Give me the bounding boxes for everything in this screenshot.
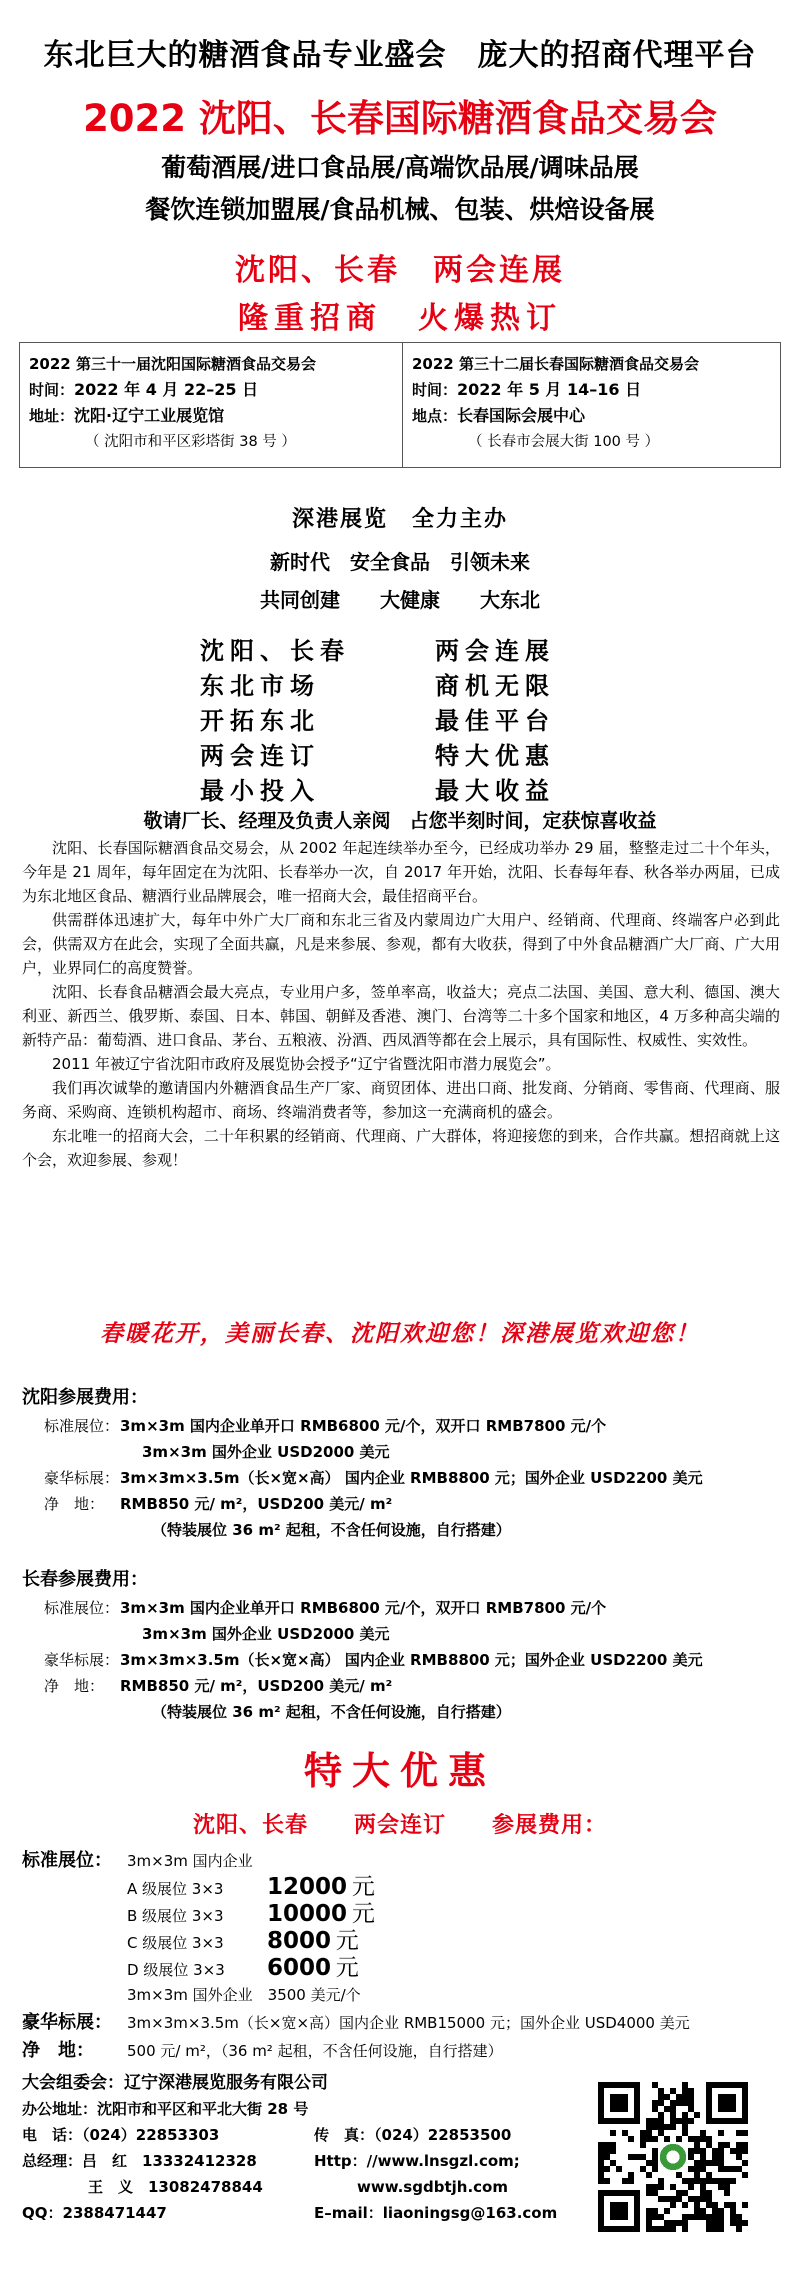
address-line: 办公地址：沈阳市和平区和平北大街 28 号 xyxy=(22,2100,309,2118)
general-manager: 总经理：吕 红 13332412328 xyxy=(22,2152,257,2170)
paragraph: 沈阳、长春国际糖酒食品交易会，从 2002 年起连续举办至今，已经成功举办 29 届，整整走过二十个年头，今年是 21 周年，每年固定在为沈阳、长春举办一次，自 2017 年开始，沈阳、长春每年春、秋各举办两届，已成为东北地区食品、糖酒行业品牌展会，唯一招商大会，最佳招商平台。 xyxy=(22,839,780,905)
event-info-box xyxy=(19,342,781,468)
grid-row: 最小投入 最大收益 xyxy=(200,777,555,805)
event-name: 2022 第三十二届长春国际糖酒食品交易会 xyxy=(412,355,699,373)
grid-row: 两会连订 特大优惠 xyxy=(200,742,555,770)
fee-line: 3m×3m 国外企业 USD2000 美元 xyxy=(142,1625,390,1643)
event-address-detail: （ 沈阳市和平区彩塔街 38 号 ） xyxy=(85,434,296,450)
phone-row xyxy=(22,2122,582,2148)
fees-changchun xyxy=(22,1567,782,1725)
foreign-booth-row: 3m×3m 国外企业 3500 美元/个 xyxy=(127,1986,361,2004)
price-level-row: C 级展位 3×3 8000 元 xyxy=(127,1928,359,1954)
fee-line: 豪华标展：3m×3m×3.5m（长×宽×高） 国内企业 RMB8800 元；国外企业 USD2200 美元 xyxy=(44,1469,703,1487)
raw-space-row: 净 地： 500 元/ m²，（36 m² 起租，不含任何设施，自行搭建） xyxy=(22,2040,503,2061)
committee-line: 大会组委会：辽宁深港展览服务有限公司 xyxy=(22,2073,328,2093)
event-shenyang xyxy=(29,351,394,455)
grid-row: 开拓东北 最佳平台 xyxy=(200,707,555,735)
event-address: 地址：沈阳·辽宁工业展览馆 xyxy=(29,406,225,425)
gm-row xyxy=(22,2148,582,2174)
grid-row: 东北市场 商机无限 xyxy=(200,672,555,700)
fee-note: （特装展位 36 m² 起租，不含任何设施，自行搭建） xyxy=(152,1521,511,1539)
event-address-detail: （ 长春市会展大街 100 号 ） xyxy=(468,434,660,450)
website-link-2[interactable]: www.sgdbtjh.com xyxy=(357,2178,508,2196)
slogan-line-2: 共同创建 大健康 大东北 xyxy=(260,588,540,612)
special-offer-title: 特大优惠 xyxy=(303,1749,496,1793)
lux-booth-row: 豪华标展： 3m×3m×3.5m（长×宽×高）国内企业 RMB15000 元；国外企业 USD4000 美元 xyxy=(22,2012,690,2033)
combo-fee-heading: 沈阳、长春 两会连订 参展费用： xyxy=(192,1813,607,1838)
invite-line: 敬请厂长、经理及负责人亲阅 占您半刻时间，定获惊喜收益 xyxy=(143,810,657,832)
event-time: 时间：2022 年 5 月 14–16 日 xyxy=(412,380,642,399)
email-link[interactable]: E–mail：liaoningsg@163.com xyxy=(314,2204,558,2222)
phone: 电 话：（024）22853303 xyxy=(22,2126,220,2144)
fee-note: （特装展位 36 m² 起租，不含任何设施，自行搭建） xyxy=(152,1703,511,1721)
price-level-row: A 级展位 3×3 12000 元 xyxy=(127,1874,375,1900)
slogan-line-1: 新时代 安全食品 引领未来 xyxy=(270,550,530,574)
paragraph: 2011 年被辽宁省沈阳市政府及展览协会授予“辽宁省暨沈阳市潜力展览会”。 xyxy=(52,1055,561,1073)
fee-line: 标准展位：3m×3m 国内企业单开口 RMB6800 元/个，双开口 RMB7800 元/个 xyxy=(44,1417,607,1435)
event-changchun xyxy=(412,351,774,455)
price-level-row: D 级展位 3×3 6000 元 xyxy=(127,1955,359,1981)
contact-row xyxy=(22,2174,582,2200)
fee-line: 净 地： RMB850 元/ m²，USD200 美元/ m² xyxy=(44,1677,393,1695)
section-title: 长春参展费用： xyxy=(22,1569,148,1590)
qq: QQ：2388471447 xyxy=(22,2204,167,2222)
welcome-slogan: 春暖花开，美丽长春、沈阳欢迎您！深港展览欢迎您！ xyxy=(100,1320,700,1347)
qq-row xyxy=(22,2200,582,2226)
organizer-banner: 深港展览 全力主办 xyxy=(291,507,508,532)
std-booth-row: 标准展位： 3m×3m 国内企业 xyxy=(22,1850,253,1871)
section-title: 沈阳参展费用： xyxy=(22,1387,148,1408)
contact-person: 王 义 13082478844 xyxy=(88,2178,263,2196)
categories-line-1: 葡萄酒展/进口食品展/高端饮品展/调味品展 xyxy=(161,153,639,182)
header-slogan: 东北巨大的糖酒食品专业盛会 庞大的招商代理平台 xyxy=(43,38,757,73)
red-headline-1: 沈阳、长春 两会连展 xyxy=(235,253,565,288)
highlight-grid xyxy=(200,634,620,809)
page-title: 2022 沈阳、长春国际糖酒食品交易会 xyxy=(83,97,717,140)
fee-line: 净 地： RMB850 元/ m²，USD200 美元/ m² xyxy=(44,1495,393,1513)
red-headline-2: 隆重招商 火爆热订 xyxy=(238,301,562,336)
paragraph: 我们再次诚挚的邀请国内外糖酒食品生产厂家、商贸团体、进出口商、批发商、分销商、零售商、代理商、服务商、采购商、连锁机构超市、商场、终端消费者等，参加这一充满商机的盛会。 xyxy=(22,1079,780,1121)
intro-text xyxy=(22,836,780,1172)
fee-line: 标准展位：3m×3m 国内企业单开口 RMB6800 元/个，双开口 RMB7800 元/个 xyxy=(44,1599,607,1617)
fee-line: 豪华标展：3m×3m×3.5m（长×宽×高） 国内企业 RMB8800 元；国外企业 USD2200 美元 xyxy=(44,1651,703,1669)
contact-info xyxy=(22,2070,582,2226)
qr-code-icon xyxy=(598,2082,748,2232)
paragraph: 供需群体迅速扩大，每年中外广大厂商和东北三省及内蒙周边广大用户、经销商、代理商、终端客户必到此会，供需双方在此会，实现了全面共赢，凡是来参展、参观，都有大收获，得到了中外食品糖酒广大厂商、广大用户，业界同仁的高度赞誉。 xyxy=(22,911,780,977)
fee-line: 3m×3m 国外企业 USD2000 美元 xyxy=(142,1443,390,1461)
categories-line-2: 餐饮连锁加盟展/食品机械、包装、烘焙设备展 xyxy=(145,195,655,224)
paragraph: 东北唯一的招商大会，二十年积累的经销商、代理商、广大群体，将迎接您的到来，合作共赢。想招商就上这个会，欢迎参展、参观！ xyxy=(22,1127,780,1169)
info-divider xyxy=(402,343,403,467)
website-link-1[interactable]: Http：//www.lnsgzl.com; xyxy=(314,2152,520,2170)
fees-shenyang xyxy=(22,1385,782,1543)
event-address: 地点：长春国际会展中心 xyxy=(412,406,586,425)
paragraph: 沈阳、长春食品糖酒会最大亮点，专业用户多，签单率高，收益大；亮点二法国、美国、意大利、德国、澳大利亚、新西兰、俄罗斯、泰国、日本、韩国、朝鲜及香港、澳门、台湾等二十多个国家和地区，4 万多种高尖端的新特产品：葡萄酒、进口食品、茅台、五粮液、汾酒、西凤酒等都在会上展示，具有国际性、权威性、实效性。 xyxy=(22,983,780,1049)
combo-price-list xyxy=(22,1848,782,2065)
event-time: 时间：2022 年 4 月 22–25 日 xyxy=(29,380,259,399)
event-name: 2022 第三十一届沈阳国际糖酒食品交易会 xyxy=(29,355,316,373)
price-level-row: B 级展位 3×3 10000 元 xyxy=(127,1901,375,1927)
grid-row: 沈阳、长春 两会连展 xyxy=(200,637,555,665)
fax: 传 真：（024）22853500 xyxy=(314,2126,512,2144)
